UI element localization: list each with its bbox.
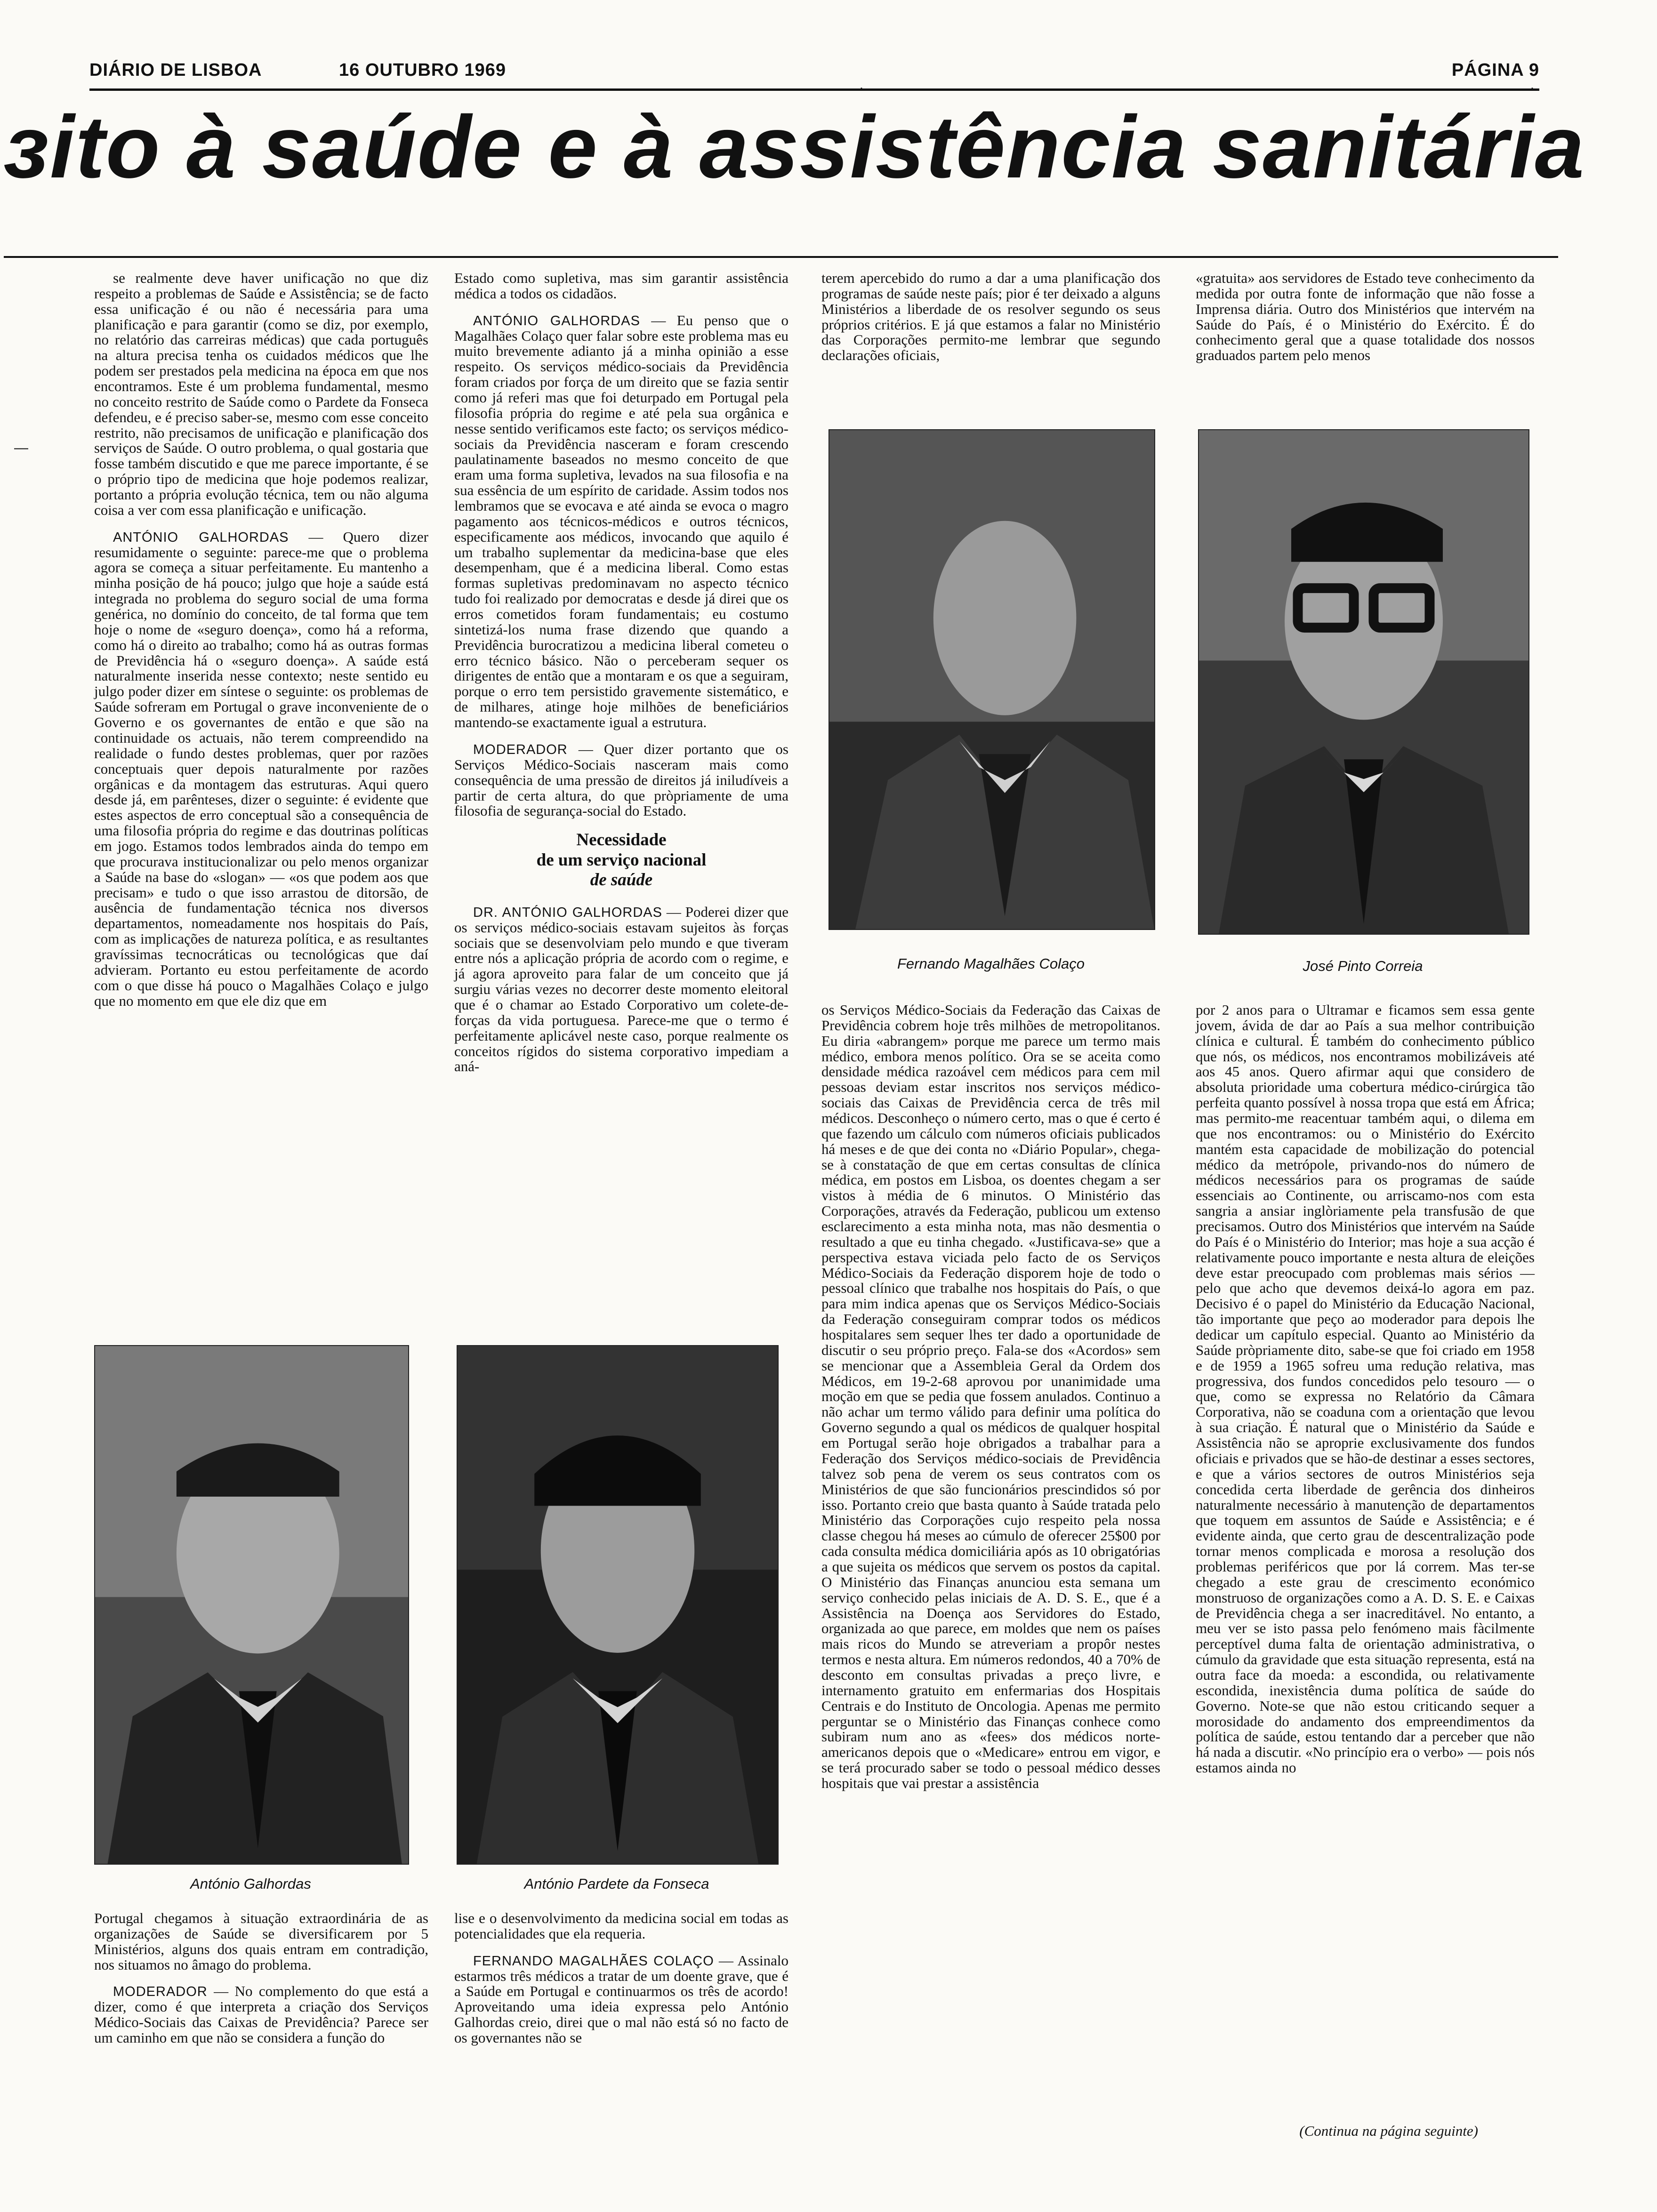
margin-mark: —	[14, 440, 28, 456]
photo-caption: António Galhordas	[190, 1875, 311, 1892]
column1-paragraph-4	[94, 1984, 428, 2045]
section-subheading: Necessidade de um serviço nacional de saúde	[536, 830, 707, 890]
speaker-name: FERNANDO MAGALHÃES COLAÇO	[473, 1953, 714, 1969]
speech-text: — No complemento do que está a dizer, como é que interpreta a criação dos Serviços Médico-Sociais das Caixas de Previdência? Parece ser um caminho em que não se considera a função do	[94, 1983, 428, 2046]
column2-paragraph-4	[454, 905, 788, 1074]
article-column-4-top	[1196, 271, 1535, 398]
speech-text: — Quer dizer portanto que os Serviços Médico-Sociais nasceram mais como consequência de uma pressão de direitos já iniludíveis a partir de certa altura, do que pròpriamente de uma filosofia de segurança-social do Estado.	[454, 740, 788, 819]
speaker-name: DR. ANTÓNIO GALHORDAS	[473, 905, 662, 920]
column4-paragraph-2: por 2 anos para o Ultramar e ficamos sem essa gente jovem, ávida de dar ao País a sua melhor contribuição clínica e cultural. É também do conhecimento público que nós, os médicos, nos encontramos mobilizáveis até aos 45 anos. Quero afirmar aqui que considero de absoluta prioridade uma cobertura médico-cirúrgica tão perfeita quanto possível à nossa tropa que está em África; mas permito-me reacentuar também aqui, o dilema em que nos encontramos: ou o Ministério do Exército mantém esta capacidade de mobilização do potencial médico da metrópole, privando-nos do número de médicos necessários para os programas de saúde essenciais ao Continente, ou arriscamo-nos com esta sangria a ansiar inglòriamente pela transfusão de que precisamos. Outro dos Ministérios que intervém na Saúde do País é o Ministério do Interior; mas hoje a sua acção é relativamente pouco importante e nesta altura de eleições deve estar preocupado com problemas mais sérios — pelo que acho que devemos deixá-lo agora em paz. Decisivo é o papel do Ministério da Educação Nacional, tão importante que peço ao moderador para depois lhe dedicar um capítulo especial. Quanto ao Ministério da Saúde pròpriamente dito, sabe-se que foi criado em 1958 e de 1959 a 1965 sofreu uma redução relativa, mas progressiva, dos fundos concedidos pelo tesouro — o que, como se expressa no Relatório da Câmara Corporativa, não se coaduna com a orientação que levou à sua criação. É natural que o Ministério da Saúde e Assistência não se aproprie exclusivamente dos fundos oficiais e privados que se hão-de destinar a esses sectores, e que a vários sectores de outros Ministérios seja concedida certa liberdade de gerência dos dinheiros naturalmente necessário à manutenção de departamentos que toquem em assuntos de Saúde e Assistência; e é evidente ainda, que certo grau de descentralização pode tornar menos complicada e morosa a resolução dos problemas periféricos que por lá correm. Mas ter-se chegado a este grau de crescimento económico monstruoso de organizações como a A. D. S. E. e Caixas de Previdência chega a ser inacreditável. No entanto, a meu ver se isto passa pelo fenómeno mais fàcilmente perceptível duma falta de orientação administrativa, o cúmulo da gravidade que esta situação representa, está na outra face da moeda: a escondida, ou relativamente escondida, inexistência duma política de saúde do Governo. Note-se que não estou criticando sequer a morosidade do andamento dos empreendimentos da política de saúde, estou tentando dar a perceber que não há nada a discutir. «No princípio era o verbo» — pois nós estamos ainda no	[1196, 1002, 1535, 1776]
portrait-image	[829, 430, 1154, 929]
article-column-1-lower	[94, 1911, 428, 2099]
column2-paragraph-2	[454, 313, 788, 730]
photo-caption: António Pardete da Fonseca	[524, 1875, 709, 1892]
portrait-image	[95, 1346, 408, 1864]
article-column-4	[1196, 1002, 1535, 2113]
column3-paragraph-2: os Serviços Médico-Sociais da Federação das Caixas de Previdência cobrem hoje três milhões de metropolitanos. Eu diria «abrangem» porque me parece um termo mais médico, embora menos político. Ora se se aceita como densidade médica razoável cem médicos para cem mil pessoas deviam estar inscritos nos serviços médico-sociais das Caixas de Previdência cerca de três mil médicos. Desconheço o número certo, mas o que é certo é que fazendo um cálculo com números oficiais publicados há meses e de que dei conta no «Diário Popular», chega-se à constatação de que em certas consultas de clínica médica, em postos em Lisboa, os doentes chegam a ser vistos à média de 6 minutos. O Ministério das Corporações, através da Federação, publicou um extenso esclarecimento a esta minha nota, mas não desmentia o resultado a que eu tinha chegado. «Justificava-se» que a perspectiva estava viciada pelo facto de os Serviços Médico-Sociais da Federação disporem hoje de todo o pessoal clínico que trabalhe nos hospitais do País, o que para mim indica apenas que os Serviços Médico-Sociais da Federação conseguiram comprar todos os médicos hospitalares sem sequer lhes ter dado a oportunidade de discutir o seu próprio preço. Fala-se dos «Acordos» sem se mencionar que a Assembleia Geral da Ordem dos Médicos, em 19-2-68 aprovou por unanimidade uma moção em que se pedia que fossem anulados. Continuo a não achar um termo válido para definir uma política do Governo segundo a qual os médicos de qualquer hospital em Portugal serão hoje obrigados a trabalhar para a Federação dos Serviços médico-sociais de Previdência talvez sob pena de verem os seus contratos com os Ministérios de que são funcionários prescindidos só por isso. Portanto creio que basta quanto à Saúde tratada pelo Ministério das Corporações cujo respeito pela nossa classe chegou há meses ao cúmulo de oferecer 25$00 por cada consulta médica domiciliária após as 10 obrigatórias a que sujeita os médicos que servem os postos da capital. O Ministério das Finanças anunciou esta semana um serviço conhecido pelas iniciais de A. D. S. E., que é a Assistência na Doença aos Servidores do Estado, organizada ao que parece, em moldes que nem os países mais ricos do Mundo se atreveriam a propôr nestes termos e nesta altura. Em números redondos, 40 a 70% de desconto em consultas privadas a preço livre, e internamento gratuito em enfermarias dos Hospitais Centrais e do Instituto de Oncologia. Apenas me permito perguntar se o Ministério das Finanças conhece como subiram num ano as «fees» dos médicos norte-americanos depois que o «Medicare» entrou em vigor, e se terá procurado saber se todo o pessoal médico desses hospitais que vai prestar a assistência	[821, 1002, 1160, 1791]
column2-paragraph-6	[454, 1953, 788, 2046]
speaker-name: ANTÓNIO GALHORDAS	[113, 529, 289, 545]
portrait-photo	[457, 1345, 779, 1865]
speech-text: — Eu penso que o Magalhães Colaço quer falar sobre este problema mas eu muito brevemente adianto já a minha opinião a esse respeito. Os serviços médico-sociais da Previdência foram criados por força de um direito que se fazia sentir como já referi mas que foi deturpado em Portugal pela filosofia própria do regime e até pela sua orgânica e nesse sentido verificamos este facto; os serviços médico-sociais da Previdência nasceram e foram crescendo paulatinamente baseados no mesmo conceito de que eram uma forma supletiva, levados na sua filosofia e na sua essência de um espírito de caridade. Assim todos nos lembramos que se evocava e até ainda se evoca o magro pagamento aos técnicos-médicos e outros técnicos, especificamente aos médicos, invocando que aquilo é um trabalho suplementar da medicina-base que eles desempenham, que é a medicina liberal. Como estas formas supletivas predominavam no aspecto técnico tudo foi realizado por democratas e desde já direi que os erros cometidos foram fundamentais; eu costumo sintetizá-los numa frase dizendo que quando a Previdência burocratizou a medicina liberal cometeu o erro técnico básico. Não o perceberam sequer os dirigentes de então que a montaram e os que a seguiram, porque o erro tem persistido gravemente sistemático, e de milhares, atinge hoje milhões de beneficiários mantendo-se exactamente igual a estrutura.	[454, 312, 788, 731]
column1-paragraph-2	[94, 529, 428, 1009]
page-number: PÁGINA 9	[1451, 60, 1539, 80]
speaker-name: ANTÓNIO GALHORDAS	[473, 313, 640, 329]
column2-paragraph-5: lise e o desenvolvimento da medicina social em todas as potencialidades que ela requeria.	[454, 1910, 788, 1942]
speech-text: — Quero dizer resumidamente o seguinte: parece-me que o problema agora se começa a situar perfeitamente. Eu mantenho a minha posição de há pouco; julgo que hoje a saúde está integrada no problema do seguro social de uma forma genérica, no domínio do conceito, de tal forma que tem hoje o nome de «seguro doença», como há a reforma, como há o direito ao trabalho; como há as outras formas de Previdência há o «seguro doença». A saúde está naturalmente inserida nesse contexto; neste sentido eu julgo poder dizer em síntese o seguinte: os problemas de Saúde sofreram em Portugal o grave inconveniente de o Governo e os governantes de então e que são na continuidade os actuais, não terem compreendido na realidade o fundo destes problemas, quer por razões conceptuais quer depois naturalmente por razões orgânicas e da montagem das estruturas. Aqui quero desde já, em parênteses, dizer o seguinte: é evidente que estes aspectos de erro conceptual são a consequência de uma filosofia própria do regime e das doutrinas políticas em jogo. Estamos todos lembrados ainda do tempo em que procurava institucionalizar ou pelo menos organizar a Saúde na base do «slogan» — «os que podem aos que precisam» e tudo o que isso arrastou de ditorsão, de ausência de fundamentação técnica nos diversos departamentos, nomeadamente nos hospitais do País, com as implicações de natureza política, e as resultantes gravíssimas tecnocráticas ou tecnológicas que daí advieram. Portanto eu estou perfeitamente de acordo com o que disse há pouco o Magalhães Colaço e julgo que no momento em que ele diz que em	[94, 528, 428, 1009]
article-column-1	[94, 271, 428, 1306]
article-column-3	[821, 1002, 1160, 2099]
column3-paragraph-1: terem apercebido do rumo a dar a uma planificação dos programas de saúde neste país; pior é ter deixado a alguns Ministérios a liberdade de os resolver segundo os seus próprios critérios. E já que estamos a falar no Ministério das Corporações permito-me lembrar que segundo declarações oficiais,	[821, 270, 1160, 364]
article-column-3-top	[821, 271, 1160, 398]
header-rule	[89, 88, 1539, 91]
headline-rule	[4, 256, 1558, 258]
column2-paragraph-1: Estado como supletiva, mas sim garantir assistência médica a todos os cidadãos.	[454, 270, 788, 302]
issue-date: 16 OUTUBRO 1969	[339, 60, 507, 80]
article-column-2-lower	[454, 1911, 788, 2099]
article-column-2	[454, 271, 788, 1306]
portrait-photo	[1198, 429, 1529, 935]
photo-caption: Fernando Magalhães Colaço	[897, 955, 1085, 972]
speaker-name: MODERADOR	[473, 742, 568, 757]
speech-text: — Poderei dizer que os serviços médico-sociais estavam sujeitos às forças sociais que se desenvolviam pelo mundo e que tiveram entre nós a aplicação própria de acordo com o regime, e já agora aproveito para falar de um conceito que já surgiu várias vezes no decorrer deste momento eleitoral que é o chamar ao Estado Corporativo um colete-de-forças da vida portuguesa. Parece-me que o termo é perfeitamente aplicável neste caso, porque realmente os conceitos rígidos do sistema corporativo impediam a aná-	[454, 903, 788, 1075]
portrait-photo	[94, 1345, 409, 1865]
portrait-image	[1199, 430, 1528, 934]
margin-mark: ·	[859, 80, 864, 96]
margin-mark: ·	[1530, 80, 1535, 96]
column1-paragraph-1: se realmente deve haver unificação no que diz respeito a problemas de Saúde e Assistência; se de facto essa unificação é ou não é necessária para uma planificação e para garantir (como se diz, por exemplo, no relatório das carreiras médicas) que cada português na altura precisa tenha os cuidados médicos que lhe podem ser prestados pela medicina na época em que nos encontramos. Este é um problema fundamental, mesmo no conceito restrito de Saúde como o Pardete da Fonseca defendeu, e é preciso saber-se, mesmo com esse conceito restrito, não precisamos de unificação e planificação dos serviços de Saúde. O outro problema, o qual gostaria que fosse também discutido e que me parece importante, é se o próprio tipo de medicina que hoje podemos realizar, portanto a própria evolução técnica, tem ou não alguma coisa a ver com essa planificação e unificação.	[94, 270, 428, 518]
column2-paragraph-3	[454, 742, 788, 819]
portrait-photo	[828, 429, 1155, 930]
column1-paragraph-3: Portugal chegamos à situação extraordinária de as organizações de Saúde se diversificarem por 5 Ministérios, alguns dos quais entram em contradição, nos situamos no âmago do problema.	[94, 1910, 428, 1973]
speech-text: — Assinalo estarmos três médicos a tratar de um doente grave, que é a Saúde em Portugal e continuarmos os três de acordo! Aproveitando uma ideia expressa pelo António Galhordas creio, direi que o mal não está só no facto de os governantes não se	[454, 1952, 788, 2046]
column4-paragraph-1: «gratuita» aos servidores de Estado teve conhecimento da medida por outra fonte de informação que não fosse a Imprensa diária. Outro dos Ministérios que intervém na Saúde do País, é o Ministério do Exército. É do conhecimento geral que a quase totalidade dos nossos graduados partem pelo menos	[1196, 270, 1535, 364]
newspaper-name: DIÁRIO DE LISBOA	[89, 60, 262, 80]
continuation-note: (Continua na página seguinte)	[1299, 2123, 1478, 2139]
speaker-name: MODERADOR	[113, 1984, 208, 2000]
page-headline: ɜito à saúde e à assistência sanitária	[4, 97, 1585, 196]
photo-caption: José Pinto Correia	[1303, 958, 1423, 974]
portrait-image	[458, 1346, 778, 1864]
